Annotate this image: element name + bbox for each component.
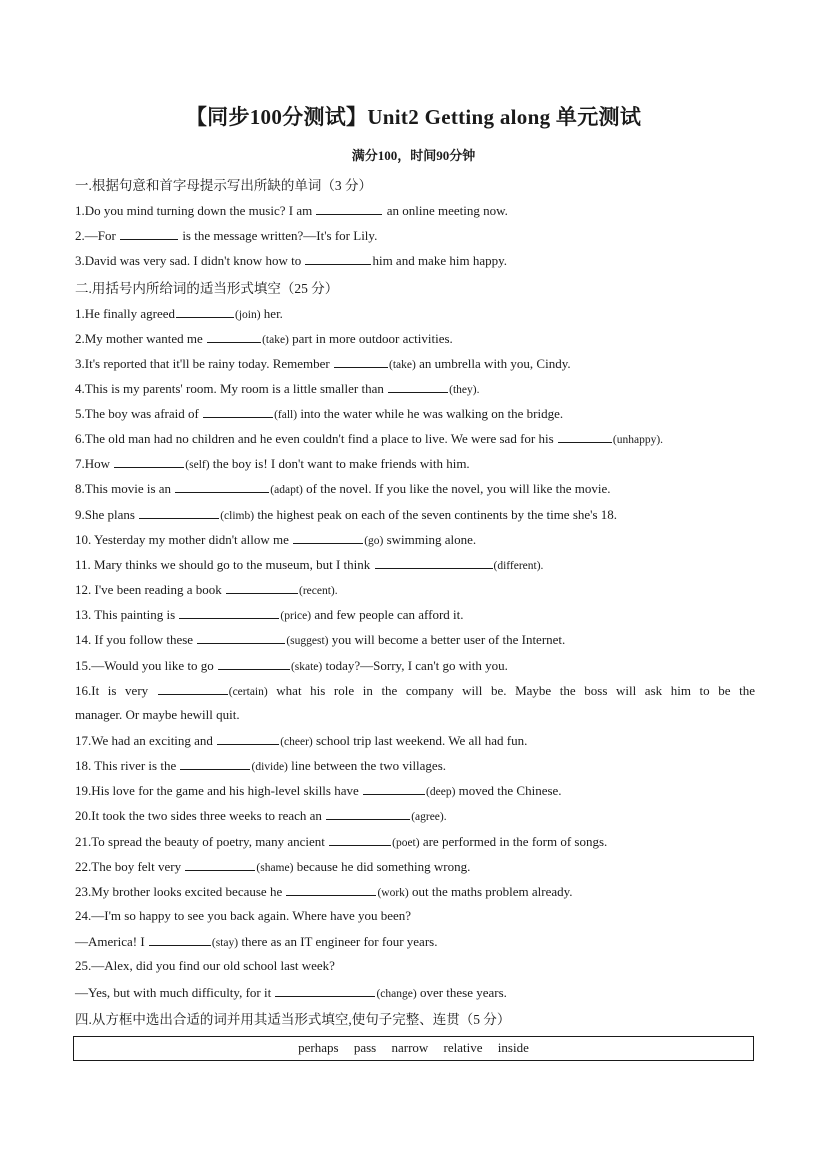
answer-blank[interactable]: [334, 355, 388, 368]
answer-blank[interactable]: [286, 883, 376, 896]
question: 19.His love for the game and his high-level skills have (deep) moved the Chinese.: [75, 783, 562, 798]
answer-blank[interactable]: [149, 933, 211, 946]
answer-blank[interactable]: [326, 807, 410, 820]
answer-blank[interactable]: [180, 757, 250, 770]
answer-blank[interactable]: [179, 606, 279, 619]
page-title: 【同步100分测试】Unit2 Getting along 单元测试: [185, 105, 642, 129]
question: 5.The boy was afraid of (fall) into the water while he was walking on the bridge.: [75, 406, 564, 421]
question: 25.—Alex, did you find our old school last week?: [75, 958, 335, 973]
answer-blank[interactable]: [217, 732, 279, 745]
answer-blank[interactable]: [375, 556, 493, 569]
question: 6.The old man had no children and he even couldn't find a place to live. We were sad for his (unhappy).: [75, 431, 664, 446]
answer-blank[interactable]: [139, 506, 219, 519]
answer-blank[interactable]: [363, 782, 425, 795]
answer-blank[interactable]: [197, 631, 285, 644]
question: 2.My mother wanted me (take) part in more outdoor activities.: [75, 331, 453, 346]
answer-blank[interactable]: [120, 227, 178, 240]
answer-blank[interactable]: [388, 380, 448, 393]
word-option: narrow: [391, 1040, 429, 1055]
question: 24.—I'm so happy to see you back again. Where have you been?: [75, 908, 412, 923]
question: 9.She plans (climb) the highest peak on each of the seven continents by the time she's 18.: [75, 507, 618, 522]
question-continuation: manager. Or maybe hewill quit.: [75, 707, 240, 722]
question: 18. This river is the (divide) line between the two villages.: [75, 758, 447, 773]
answer-blank[interactable]: [275, 984, 375, 997]
word-box: [73, 1036, 754, 1061]
answer-blank[interactable]: [176, 305, 234, 318]
section-2-heading: 二.用括号内所给词的适当形式填空（25 分）: [75, 281, 339, 296]
question: 2.—For is the message written?—It's for Lily.: [75, 228, 378, 243]
question: 12. I've been reading a book (recent).: [75, 582, 338, 597]
page-subtitle: 满分100，时间90分钟: [351, 148, 476, 163]
question: 8.This movie is an (adapt) of the novel. If you like the novel, you will like the movie.: [75, 481, 611, 496]
question: 3.David was very sad. I didn't know how to him and make him happy.: [75, 253, 507, 268]
answer-blank[interactable]: [316, 202, 382, 215]
answer-blank[interactable]: [305, 252, 371, 265]
answer-blank[interactable]: [226, 581, 298, 594]
answer-blank[interactable]: [558, 430, 612, 443]
answer-blank[interactable]: [114, 455, 184, 468]
answer-blank[interactable]: [329, 833, 391, 846]
question: 11. Mary thinks we should go to the museum, but I think (different).: [75, 557, 544, 572]
question: 10. Yesterday my mother didn't allow me (go) swimming alone.: [75, 532, 477, 547]
question: 13. This painting is (price) and few people can afford it.: [75, 607, 464, 622]
answer-blank[interactable]: [293, 531, 363, 544]
question: 16.It is very (certain) what his role in the company will be. Maybe the boss will ask him to be the: [75, 683, 755, 698]
question: 15.—Would you like to go (skate) today?—Sorry, I can't go with you.: [75, 658, 508, 673]
question: 1.Do you mind turning down the music? I am an online meeting now.: [75, 203, 508, 218]
answer-blank[interactable]: [203, 405, 273, 418]
word-option: pass: [353, 1040, 377, 1055]
answer-blank[interactable]: [185, 858, 255, 871]
question-reply: —Yes, but with much difficulty, for it (change) over these years.: [75, 985, 507, 1000]
question: 22.The boy felt very (shame) because he did something wrong.: [75, 859, 471, 874]
word-option: inside: [497, 1040, 529, 1055]
question: 4.This is my parents' room. My room is a little smaller than (they).: [75, 381, 480, 396]
answer-blank[interactable]: [175, 480, 269, 493]
section-1-heading: 一.根据句意和首字母提示写出所缺的单词（3 分）: [75, 178, 372, 193]
question: 3.It's reported that it'll be rainy today. Remember (take) an umbrella with you, Cindy.: [75, 356, 571, 371]
section-4-heading: 四.从方框中选出合适的词并用其适当形式填空,使句子完整、连贯（5 分）: [75, 1012, 511, 1027]
question: 7.How (self) the boy is! I don't want to make friends with him.: [75, 456, 470, 471]
question: 20.It took the two sides three weeks to reach an (agree).: [75, 808, 447, 823]
question-reply: —America! I (stay) there as an IT engineer for four years.: [75, 934, 438, 949]
question: 17.We had an exciting and (cheer) school trip last weekend. We all had fun.: [75, 733, 528, 748]
question: 23.My brother looks excited because he (work) out the maths problem already.: [75, 884, 573, 899]
word-option: relative: [443, 1040, 483, 1055]
answer-blank[interactable]: [158, 682, 228, 695]
answer-blank[interactable]: [207, 330, 261, 343]
word-option: perhaps: [298, 1040, 339, 1055]
question: 14. If you follow these (suggest) you will become a better user of the Internet.: [75, 632, 566, 647]
answer-blank[interactable]: [218, 657, 290, 670]
question: 21.To spread the beauty of poetry, many ancient (poet) are performed in the form of songs.: [75, 834, 608, 849]
question: 1.He finally agreed (join) her.: [75, 306, 283, 321]
